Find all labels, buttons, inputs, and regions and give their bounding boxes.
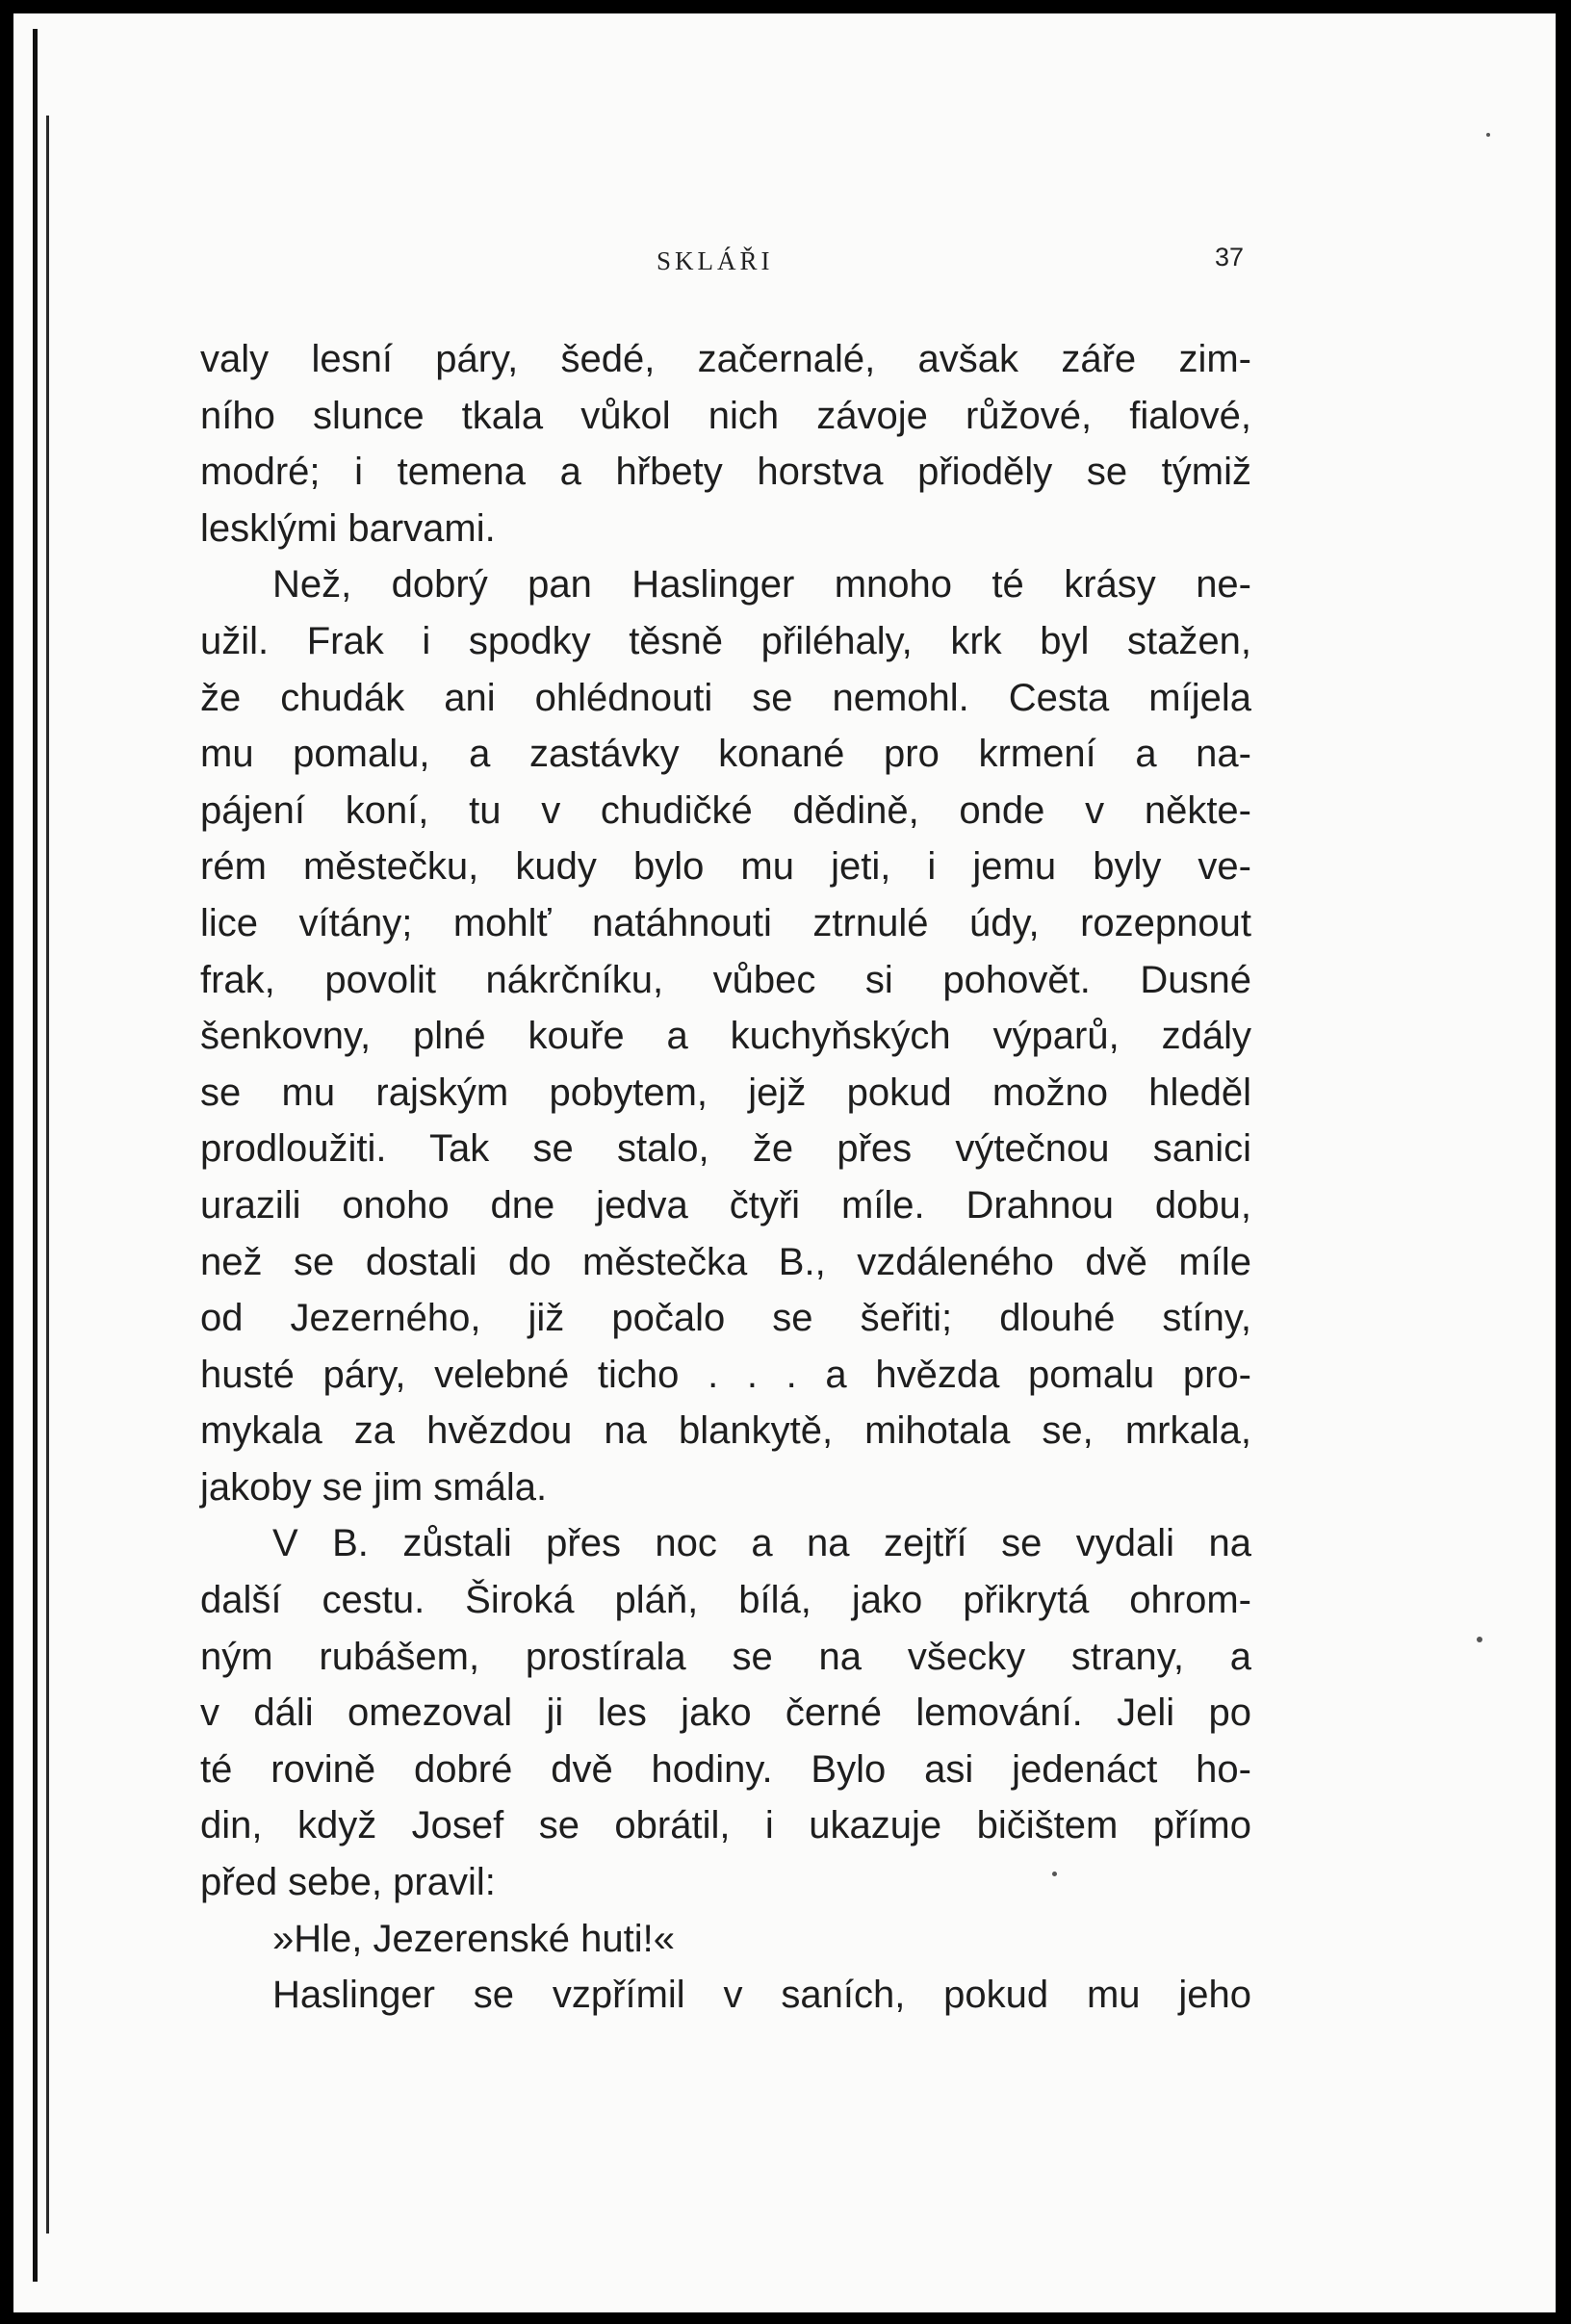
text-line: modré; i temena a hřbety horstva přioděly se týmiž [200, 451, 1251, 494]
text-line: frak, povolit nákrčníku, vůbec si pohovět. Dusné [200, 958, 1251, 1001]
text-line: lice vítány; mohlť natáhnouti ztrnulé údy, rozepnout [200, 901, 1251, 944]
text-line: před sebe, pravil: [200, 1861, 496, 1904]
text-line: šenkovny, plné kouře a kuchyňských výparů, zdály [200, 1015, 1251, 1058]
text-line: din, když Josef se obrátil, i ukazuje bičištem přímo [200, 1804, 1251, 1847]
running-head [0, 243, 1571, 281]
text-line: že chudák ani ohlédnouti se nemohl. Cesta míjela [200, 676, 1251, 719]
text-line: urazili onoho dne jedva čtyři míle. Drahnou dobu, [200, 1183, 1251, 1227]
binding-shadow [46, 116, 49, 2234]
scan-speck [1052, 1872, 1057, 1876]
page-number: 37 [1215, 243, 1245, 271]
running-title: SKLÁŘI [657, 246, 774, 275]
body-text [200, 331, 1251, 2024]
text-line: od Jezerného, již počalo se šeřiti; dlouhé stíny, [200, 1297, 1251, 1340]
text-line: rém městečku, kudy bylo mu jeti, i jemu byly ve- [200, 845, 1251, 889]
text-line: jakoby se jim smála. [200, 1465, 548, 1509]
text-line: lesklými barvami. [200, 506, 496, 550]
binding-edge [33, 29, 38, 2282]
text-line: »Hle, Jezerenské huti!« [272, 1917, 676, 1960]
text-line: té rovině dobré dvě hodiny. Bylo asi jedenáct ho- [200, 1747, 1251, 1791]
text-line: V B. zůstali přes noc a na zejtří se vydali na [272, 1522, 1251, 1565]
text-line: Haslinger se vzpřímil v saních, pokud mu jeho [272, 1974, 1251, 2017]
text-line: ným rubášem, prostírala se na všecky strany, a [200, 1635, 1251, 1678]
text-line: prodloužiti. Tak se stalo, že přes výtečnou sanici [200, 1127, 1251, 1171]
text-line: mu pomalu, a zastávky konané pro krmení a na- [200, 733, 1251, 776]
text-line: v dáli omezoval ji les jako černé lemování. Jeli po [200, 1691, 1251, 1735]
text-line: Než, dobrý pan Haslinger mnoho té krásy ne- [272, 563, 1251, 607]
text-line: další cestu. Široká pláň, bílá, jako přikrytá ohrom- [200, 1579, 1251, 1622]
scan-speck [1486, 133, 1490, 137]
text-line: mykala za hvězdou na blankytě, mihotala se, mrkala, [200, 1409, 1251, 1453]
scan-speck [1477, 1637, 1482, 1642]
text-line: užil. Frak i spodky těsně přiléhaly, krk byl stažen, [200, 619, 1251, 662]
text-line: husté páry, velebné ticho . . . a hvězda pomalu pro- [200, 1353, 1251, 1396]
text-line: ního slunce tkala vůkol nich závoje růžové, fialové, [200, 394, 1251, 437]
text-line: pájení koní, tu v chudičké dědině, onde v někte- [200, 788, 1251, 832]
text-line: valy lesní páry, šedé, začernalé, avšak záře zim- [200, 338, 1251, 380]
text-line: se mu rajským pobytem, jejž pokud možno hleděl [200, 1071, 1251, 1114]
text-line: než se dostali do městečka B., vzdáleného dvě míle [200, 1240, 1251, 1283]
